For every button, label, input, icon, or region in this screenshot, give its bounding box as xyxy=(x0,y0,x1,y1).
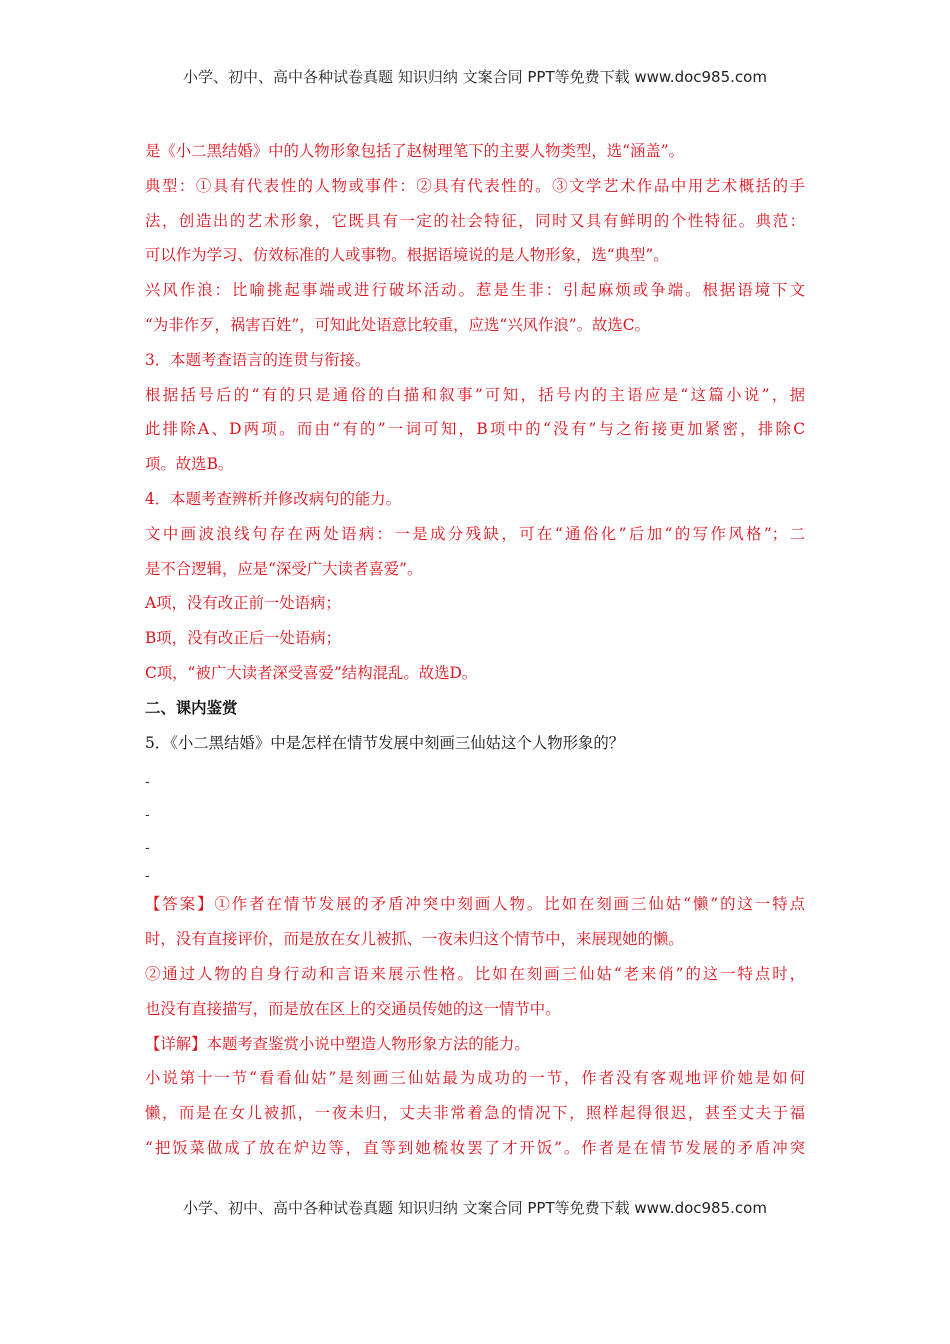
question-heading-3: 3．本题考查语言的连贯与衔接。 xyxy=(145,350,371,369)
text-line: B项，没有改正后一处语病； xyxy=(145,629,341,648)
text-line: 兴风作浪：比喻挑起事端或进行破坏活动。惹是生非：引起麻烦或争端。根据语境下文 xyxy=(145,281,805,300)
answer-blank-dash: - xyxy=(145,868,150,885)
answer-line: 时，没有直接评价，而是放在女儿被抓、一夜未归这个情节中，来展现她的懒。 xyxy=(145,930,684,949)
answer-blank-dash: - xyxy=(145,840,150,857)
section-heading: 二、课内鉴赏 xyxy=(145,698,238,717)
answer-line: ②通过人物的自身行动和言语来展示性格。比如在刻画三仙姑“老来俏”的这一特点时， xyxy=(145,964,805,983)
text-line: 根据括号后的“有的只是通俗的白描和叙事”可知，括号内的主语应是“这篇小说”，据 xyxy=(145,385,805,404)
text-line: 项。故选B。 xyxy=(145,455,234,474)
text-line: 是《小二黑结婚》中的人物形象包括了赵树理笔下的主要人物类型，选“涵盖”。 xyxy=(145,142,685,160)
document-body xyxy=(145,134,805,1166)
page-footer: 小学、初中、高中各种试卷真题 知识归纳 文案合同 PPT等免费下载 www.doc985.com xyxy=(183,1199,767,1217)
question-heading-4: 4．本题考查辨析并修改病句的能力。 xyxy=(145,489,402,508)
answer-blank-dash: - xyxy=(145,774,150,791)
detail-line: 懒，而是在女儿被抓，一夜未归，丈夫非常着急的情况下，照样起得很迟，甚至丈夫于福 xyxy=(145,1104,805,1123)
detail-label: 【详解】 xyxy=(145,1034,207,1053)
text-line: 文中画波浪线句存在两处语病：一是成分残缺，可在“通俗化”后加“的写作风格”；二 xyxy=(145,524,805,543)
answer-line: 也没有直接描写，而是放在区上的交通员传她的这一情节中。 xyxy=(145,999,561,1018)
answer-label: 【答案】 xyxy=(145,895,215,914)
question-5: 5．《小二黑结婚》中是怎样在情节发展中刻画三仙姑这个人物形象的？ xyxy=(145,733,625,752)
detail-line: 【详解】本题考查鉴赏小说中塑造人物形象方法的能力。 xyxy=(145,1034,530,1053)
text-line: 典型：①具有代表性的人物或事件：②具有代表性的。③文学艺术作品中用艺术概括的手 xyxy=(145,176,805,195)
text-line: “为非作歹，祸害百姓”，可知此处语意比较重，应选“兴风作浪”。故选C。 xyxy=(145,315,650,334)
text-line: C项，“被广大读者深受喜爱”结构混乱。故选D。 xyxy=(145,663,478,682)
page-header: 小学、初中、高中各种试卷真题 知识归纳 文案合同 PPT等免费下载 www.doc985.com xyxy=(183,68,767,86)
detail-line: “把饭菜做成了放在炉边等，直等到她梳妆罢了才开饭”。作者是在情节发展的矛盾冲突 xyxy=(145,1138,805,1157)
text-line: 可以作为学习、仿效标准的人或事物。根据语境说的是人物形象，选“典型”。 xyxy=(145,246,669,265)
text-line: A项，没有改正前一处语病； xyxy=(145,594,341,613)
answer-blank-dash: - xyxy=(145,807,150,824)
text-line: 此排除A、D两项。而由“有的”一词可知，B项中的“没有”与之衔接更加紧密，排除C xyxy=(145,420,805,439)
answer-line: 【答案】①作者在情节发展的矛盾冲突中刻画人物。比如在刻画三仙姑“懒”的这一特点 xyxy=(145,895,805,914)
text-line: 法，创造出的艺术形象，它既具有一定的社会特征，同时又具有鲜明的个性特征。典范： xyxy=(145,211,805,230)
text-line: 是不合逻辑，应是“深受广大读者喜爱”。 xyxy=(145,559,423,578)
detail-line: 小说第十一节“看看仙姑”是刻画三仙姑最为成功的一节，作者没有客观地评价她是如何 xyxy=(145,1069,805,1088)
